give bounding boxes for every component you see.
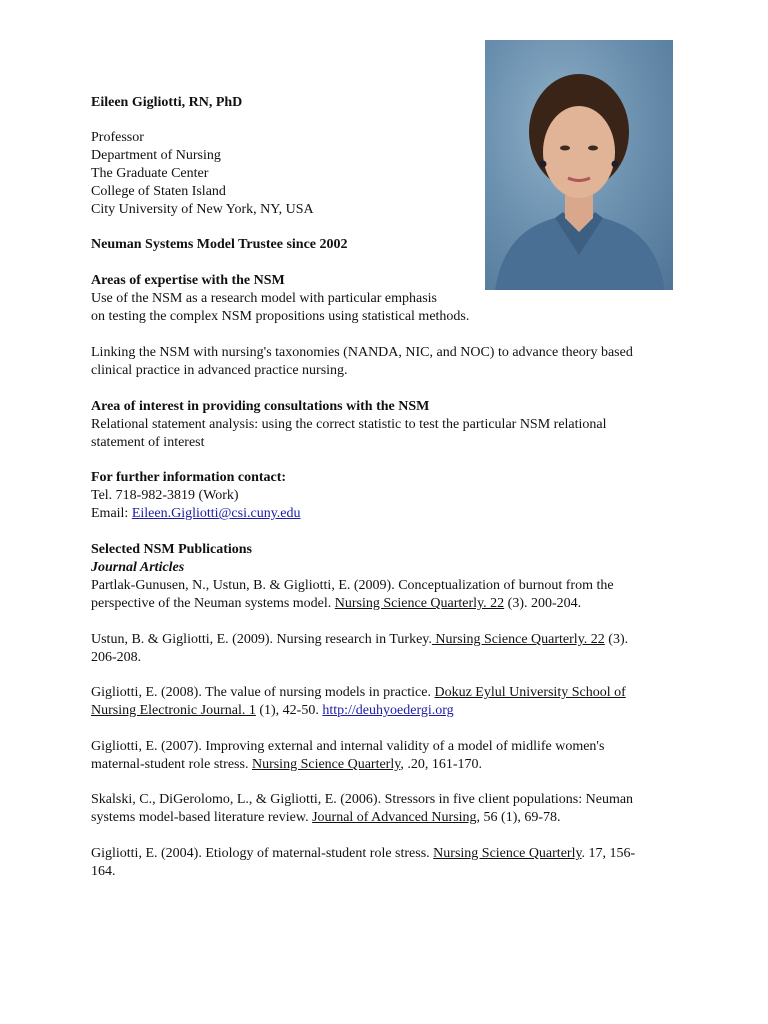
citation-text: , .20, 161-170.	[400, 757, 482, 772]
citation-text: Ustun, B. & Gigliotti, E. (2009). Nursing research in Turkey.	[91, 632, 432, 647]
citation-text: Gigliotti, E. (2008). The value of nursing models in practice.	[91, 685, 435, 700]
citation-line: 164.	[91, 864, 116, 879]
consultation-section	[91, 398, 607, 452]
citation-text: (3).	[604, 632, 629, 647]
journal-title: Journal of Advanced Nursing	[312, 810, 477, 825]
citation-text: (1), 42-50.	[255, 703, 323, 718]
affiliation-block	[91, 129, 314, 219]
citation-text: (3). 200-204.	[504, 596, 582, 611]
expertise-text-line: Use of the NSM as a research model with particular emphasis	[91, 291, 438, 306]
journal-title: Dokuz Eylul University School of	[434, 685, 626, 700]
contact-phone: Tel. 718-982-3819 (Work)	[91, 488, 239, 503]
journal-title: Nursing Science Quarterly	[433, 846, 582, 861]
citation-line	[91, 756, 604, 774]
expertise-text-line: Linking the NSM with nursing's taxonomies (NANDA, NIC, and NOC) to advance theory based	[91, 345, 633, 360]
publication-6	[91, 845, 635, 881]
publication-4	[91, 738, 604, 774]
email-label: Email:	[91, 506, 132, 521]
publication-1	[91, 577, 614, 613]
profile-photo	[485, 40, 673, 290]
trustee-statement: Neuman Systems Model Trustee since 2002	[91, 237, 348, 252]
citation-line	[91, 595, 614, 613]
contact-section	[91, 469, 301, 523]
expertise-text-line: clinical practice in advanced practice nursing.	[91, 363, 348, 378]
citation-line: 206-208.	[91, 650, 142, 665]
expertise-text-line: on testing the complex NSM propositions using statistical methods.	[91, 309, 470, 324]
citation-text: systems model-based literature review.	[91, 810, 313, 825]
citation-text: perspective of the Neuman systems model.	[91, 596, 335, 611]
affiliation-department: Department of Nursing	[91, 148, 221, 163]
journal-title: Nursing Science Quarterly. 22	[431, 632, 605, 647]
consultation-heading: Area of interest in providing consultations with the NSM	[91, 399, 430, 414]
consultation-text-line: Relational statement analysis: using the correct statistic to test the particular NSM relational	[91, 417, 607, 432]
citation-line	[91, 631, 628, 649]
affiliation-center: The Graduate Center	[91, 166, 209, 181]
citation-line: Skalski, C., DiGerolomo, L., & Gigliotti, E. (2006). Stressors in five client populations: Neuman	[91, 792, 634, 807]
publication-3	[91, 684, 626, 720]
publications-header	[91, 541, 252, 577]
journal-title: Nursing Science Quarterly. 22	[334, 596, 505, 611]
portrait-illustration	[485, 40, 673, 290]
citation-text: Gigliotti, E. (2004). Etiology of maternal-student role stress.	[91, 846, 434, 861]
trustee-line	[91, 236, 348, 254]
contact-email-line	[91, 505, 301, 523]
expertise-heading: Areas of expertise with the NSM	[91, 273, 285, 288]
citation-text: , 56 (1), 69-78.	[476, 810, 561, 825]
journal-title: Nursing Science Quarterly	[251, 757, 401, 772]
publication-2	[91, 631, 628, 667]
citation-text: . 17, 156-	[581, 846, 636, 861]
publication-5	[91, 791, 633, 827]
affiliation-title: Professor	[91, 130, 144, 145]
citation-line: Gigliotti, E. (2007). Improving external and internal validity of a model of midlife women's	[91, 739, 605, 754]
header-section	[91, 94, 242, 112]
citation-line	[91, 684, 626, 702]
expertise-paragraph-2	[91, 344, 633, 380]
citation-line: Partlak-Gunusen, N., Ustun, B. & Gigliotti, E. (2009). Conceptualization of burnout from the	[91, 578, 614, 593]
email-link[interactable]: Eileen.Gigliotti@csi.cuny.edu	[131, 506, 301, 521]
journal-articles-subheading: Journal Articles	[91, 560, 185, 575]
journal-url-link[interactable]: http://deuhyoedergi.org	[322, 703, 454, 718]
citation-line	[91, 845, 635, 863]
consultation-text-line: statement of interest	[91, 435, 205, 450]
affiliation-college: College of Staten Island	[91, 184, 226, 199]
contact-heading: For further information contact:	[91, 470, 287, 485]
publications-heading: Selected NSM Publications	[91, 542, 252, 557]
person-name: Eileen Gigliotti, RN, PhD	[91, 95, 243, 110]
affiliation-university: City University of New York, NY, USA	[91, 202, 314, 217]
expertise-section	[91, 272, 469, 326]
citation-text: maternal-student role stress.	[91, 757, 252, 772]
journal-title: Nursing Electronic Journal. 1	[91, 703, 256, 718]
citation-line	[91, 702, 626, 720]
citation-line	[91, 809, 633, 827]
